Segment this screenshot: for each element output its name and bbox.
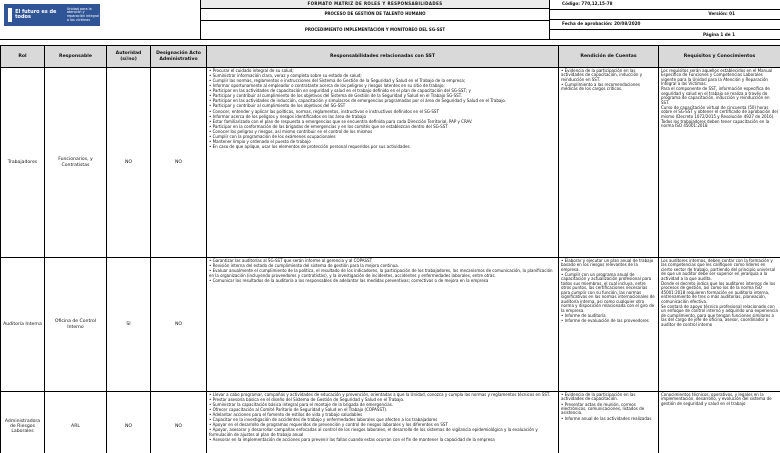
col-header-autoridad: Autoridad (sí/no) xyxy=(107,46,151,68)
cell-autoridad: NO xyxy=(107,68,151,258)
table-header-row xyxy=(1,46,780,68)
cell-rol: Administradora de Riesgos Laborales xyxy=(1,392,45,453)
cell-rendicion-item: • Presentar actas de reunión, correos electrónicos, comunicaciones, listados de asistencia. xyxy=(561,403,656,416)
cell-responsabilidades-item: • Comunicar los resultados de la auditoría a los responsables de adelantar las medidas preventivas; correctivas o de mejora en la empresa xyxy=(209,279,556,283)
cell-autoridad: NO xyxy=(107,392,151,453)
cell-responsabilidades-item: • Informar oportunamente al empleador o contratante acerca de los peligros y riesgos latentes en su sitio de trabajo; xyxy=(209,84,556,88)
cell-responsabilidades-item: • Adelantar acciones para el fomento de estilos de vida y trabajo saludables xyxy=(209,413,556,417)
cell-responsabilidades-item: • Apoyar en el desarrollo de programas requeridos de prevención y control de riesgos laborales y los diferentes en SST xyxy=(209,423,556,427)
cell-responsabilidades-item: • Participar en las actividades de capacitación en seguridad y salud en el trabajo definido en el plan de capacitación del SG-SST; y xyxy=(209,89,556,93)
unidad-logo xyxy=(4,4,100,26)
cell-responsabilidades xyxy=(207,68,559,258)
roles-matrix-table xyxy=(0,45,780,453)
cell-responsabilidades-item: • Suministrar información clara, veraz y completa sobre su estado de salud; xyxy=(209,74,556,78)
procedure-name: PROCEDIMIENTO IMPLEMENTACIÓN Y MONITOREO DEL SG-SST xyxy=(304,26,446,32)
cell-responsabilidades-item: • Conocer los peligros y riesgos, así mismo contribuir en el control de los mismos xyxy=(209,130,556,134)
cell-responsabilidades-item: • Llevar a cabo programar, campañas y actividades de educación y prevención, orientadas a que la Unidad, conozca y cumpla las normas y reglamentos técnicos en SST. xyxy=(209,393,556,397)
cell-responsabilidades-item: • Cumplir con la programación de los exámenes ocupacionales xyxy=(209,135,556,139)
cell-responsabilidades-item: • Suministrar la capacitación básica integral para el montaje de la brigada de emergencias. xyxy=(209,403,556,407)
requisito-paragraph: Se contará de apoyo técnico profesional relacionado con un enfoque de control interno y adquirido una experiencia de cumplimiento, para que tengan funciones similares a las del cargo de jefe de oficina, asesor, coordinador o auditor de control interno xyxy=(661,303,778,327)
cell-rendicion-item: • Informe de auditoría xyxy=(561,314,656,318)
cell-requisitos xyxy=(659,68,780,258)
col-header-rendicion: Rendición de Cuentas xyxy=(559,46,659,68)
cell-responsable: Oficina de Control Interno xyxy=(45,258,107,392)
cell-rendicion-item: • Evidencia de la participación en las actividades de capacitación, inducción y reinducción en SST. xyxy=(561,69,656,82)
cell-rendicion xyxy=(559,392,659,453)
cell-rendicion-item: • Cumplimiento a las recomendaciones médicas de los cargos críticos. xyxy=(561,83,656,92)
requisito-paragraph: Donde el decreto indica que los auditores internos de los procesos de gestión, así como los de la norma ISO 45001:2018 requieren formación en auditoría interna, entrenamiento de tres o más auditorías, planeación, comunicación efectiva. xyxy=(661,280,776,304)
document-header xyxy=(0,0,780,40)
requisito-paragraph: Conocimientos técnicos, operativos, y legales en la implementación, desarrollo, y evolución del sistema de gestión de seguridad y salud en el trabajo xyxy=(661,392,772,406)
cell-responsabilidades-item: • Informar acerca de los peligros y riesgos identificados en las área de trabajo xyxy=(209,115,556,119)
header-metadata xyxy=(550,0,780,40)
requisito-paragraph: Los requisitos serán aquellos establecidos en el Manual Específico de Funciones y Competencias Laborales vigente para la Unidad para la Atención y Reparación Integral a las Víctimas. xyxy=(661,68,773,87)
cell-responsabilidades-item: • Revisión interna del estado de cumplimiento del sistema de gestión para la mejora continua. xyxy=(209,264,556,268)
table-row xyxy=(1,392,780,453)
cell-rendicion-item: • Elaborar y ejecutar un plan anual de trabajo basado en los riesgos relevantes de la empresa. xyxy=(561,259,656,272)
cell-responsable: ARL xyxy=(45,392,107,453)
cell-requisitos xyxy=(659,258,780,392)
logo-title: El futuro es de todos xyxy=(15,8,57,20)
col-header-responsabilidades: Responsabilidades relacionadas con SST xyxy=(207,46,559,68)
header-center xyxy=(200,0,550,40)
requisito-paragraph: Para el componente de SST, información específica de seguridad y salud en el trabajo se realiza a través de programa de capacitación, inducción y reinducción en SST. xyxy=(661,86,770,105)
cell-requisitos xyxy=(659,392,780,453)
document-title: FORMATO MATRIZ DE ROLES Y RESPONSABILIDADES xyxy=(201,0,549,9)
col-header-designacion: Designación Acto Administrativo xyxy=(151,46,207,68)
cell-responsabilidades xyxy=(207,392,559,453)
cell-responsabilidades-item: • Procurar el cuidado integral de su salud; xyxy=(209,69,556,73)
cell-responsabilidades xyxy=(207,258,559,392)
cell-responsabilidades-item: • Participar en la conformación de las brigadas de emergencias y en los comités que se establezcan dentro del SG-SST xyxy=(209,125,556,129)
page-number: Página 1 de 1 xyxy=(702,31,735,37)
cell-responsabilidades-item: • Participar y contribuir al cumplimiento de los objetivos del SG-SST xyxy=(209,104,556,108)
approval-date: Fecha de aprobación: 20/08/2020 xyxy=(550,20,780,30)
logo-subtitle: Unidad para la atención y reparación integral a las víctimas xyxy=(66,6,100,22)
cell-rendicion-item: • Informe anual de las actividades realizadas xyxy=(561,417,656,421)
cell-responsabilidades-item: • Evaluar anualmente el cumplimiento de la política, el resultado de los indicadores, la participación de los trabajadores, los mecanismos de comunicación, la planificación en la organización (incluyendo proveedores y contratistas), y la investigación de incidentes, accidentes y enfermedades laborales, entre otras. xyxy=(209,269,556,278)
cell-designacion: NO xyxy=(151,68,207,258)
cell-responsabilidades-item: • Prestar asesoría básica en el diseño del Sistema de Gestión de Seguridad y Salud en el Trabajo. xyxy=(209,398,556,402)
requisito-paragraph: Todos los trabajadores deben tener capacitación en la norma ISO 45001:2018 xyxy=(661,118,770,129)
cell-rendicion-item: • Informe de evaluación de las proveedores xyxy=(561,319,656,323)
cell-rendicion-item: • Evidencia de la participación en las actividades de capacitación. xyxy=(561,393,656,402)
cell-responsabilidades-item: • Conocer, entender y aplicar las políticas, normas, reglamentos, instructivos e instructivos definidos en el SG-SST xyxy=(209,110,556,114)
table-row xyxy=(1,258,780,392)
col-header-responsable: Responsable xyxy=(45,46,107,68)
requisito-paragraph: Curso de capacitación virtual de cincuenta (50) horas sobre el SG-SST y obtener el certificado de aprobación del mismo (Decreto 1072/2015 y Resolución 4927 de 2016). xyxy=(661,104,778,119)
cell-responsabilidades-item: • Participar y contribuir al cumplimiento de los objetivos del Sistema de Gestión de la Seguridad y Salud en el Trabajo SG-SST. xyxy=(209,94,556,98)
cell-responsabilidades-item: • Estar familiarizado con el plan de respuesta a emergencias que se encuentra definida para cada Dirección Territorial, PAP y CRAV. xyxy=(209,120,556,124)
cell-rendicion xyxy=(559,258,659,392)
cell-rendicion xyxy=(559,68,659,258)
cell-responsabilidades-item: • Ofrecer capacitación al Comité Paritario de Seguridad y Salud en el Trabajo (COPASST). xyxy=(209,408,556,412)
cell-designacion: NO xyxy=(151,392,207,453)
document-code: Código: 770,12,15-78 xyxy=(550,0,780,10)
col-header-rol: Rol xyxy=(1,46,45,68)
cell-responsabilidades-item: • Mantener limpio y ordenado el puesto de trabajo xyxy=(209,140,556,144)
table-row xyxy=(1,68,780,258)
document-version: Versión: 01 xyxy=(550,10,780,20)
cell-designacion: NO xyxy=(151,258,207,392)
cell-responsabilidades-item: • Cumplir las normas, reglamentos e instrucciones del Sistema de Gestión de la Seguridad y Salud en el Trabajo de la empresa; xyxy=(209,79,556,83)
process-name: PROCESO DE GESTIÓN DE TALENTO HUMANO xyxy=(201,9,549,21)
cell-rol: Auditoría Interna xyxy=(1,258,45,392)
col-header-requisitos: Requisitos y Conocimientos xyxy=(659,46,780,68)
cell-responsabilidades-item: • Participar en las actividades de inducción, capacitación y simulacros de emergencias programadas por el área de Seguridad y Salud en el Trabajo. xyxy=(209,99,556,103)
cell-responsabilidades-item: • Asesorar en la implementación de acciones para prevenir las fallas cuando estas ocurran con el fin de mantener la capacidad de la empresa xyxy=(209,438,556,442)
requisito-paragraph: Los auditores internos, deben contar con la formación y las competencias que les califiquen como líderes en cierto sector de trabajo, partiendo del principio universal de que un auditor debe ser superior en jerarquía a la actividad a la que audita. xyxy=(661,258,776,281)
cell-rendicion-item: • Cumplir con un programa anual de capacitación y actualización profesional para todos sus miembros, el cual incluya, entre otros puntos, las certificaciones necesarias para cumplir con su función, las normas significativas en las normas internacionales de auditoría interna, así como cualquier otra norma y disposición relacionada con el giro de la empresa. xyxy=(561,273,656,313)
cell-autoridad: SI xyxy=(107,258,151,392)
logo-icon xyxy=(8,8,12,22)
cell-responsabilidades-item: • En caso de que aplique, usar los elementos de protección personal requeridos por sus actividades. xyxy=(209,145,556,149)
cell-responsabilidades-item: • Apoyar, asesorar y desarrollar campañas enfocadas al control de los riesgos laborales, el desarrollo de los sistemas de vigilancia epidemiológica y la evaluación y formulación de ajustes al plan de trabajo anual xyxy=(209,428,556,437)
cell-rol: Trabajadores xyxy=(1,68,45,258)
cell-responsable: Funcionarios, y Contratistas xyxy=(45,68,107,258)
cell-responsabilidades-item: • Capacitar en la investigación de accidentes de trabajo y enfermedades laborales que afecten a los trabajadores xyxy=(209,418,556,422)
cell-responsabilidades-item: • Garantizar las auditorías al SG-SST que serán informe al gerencia y al COPASST xyxy=(209,259,556,263)
